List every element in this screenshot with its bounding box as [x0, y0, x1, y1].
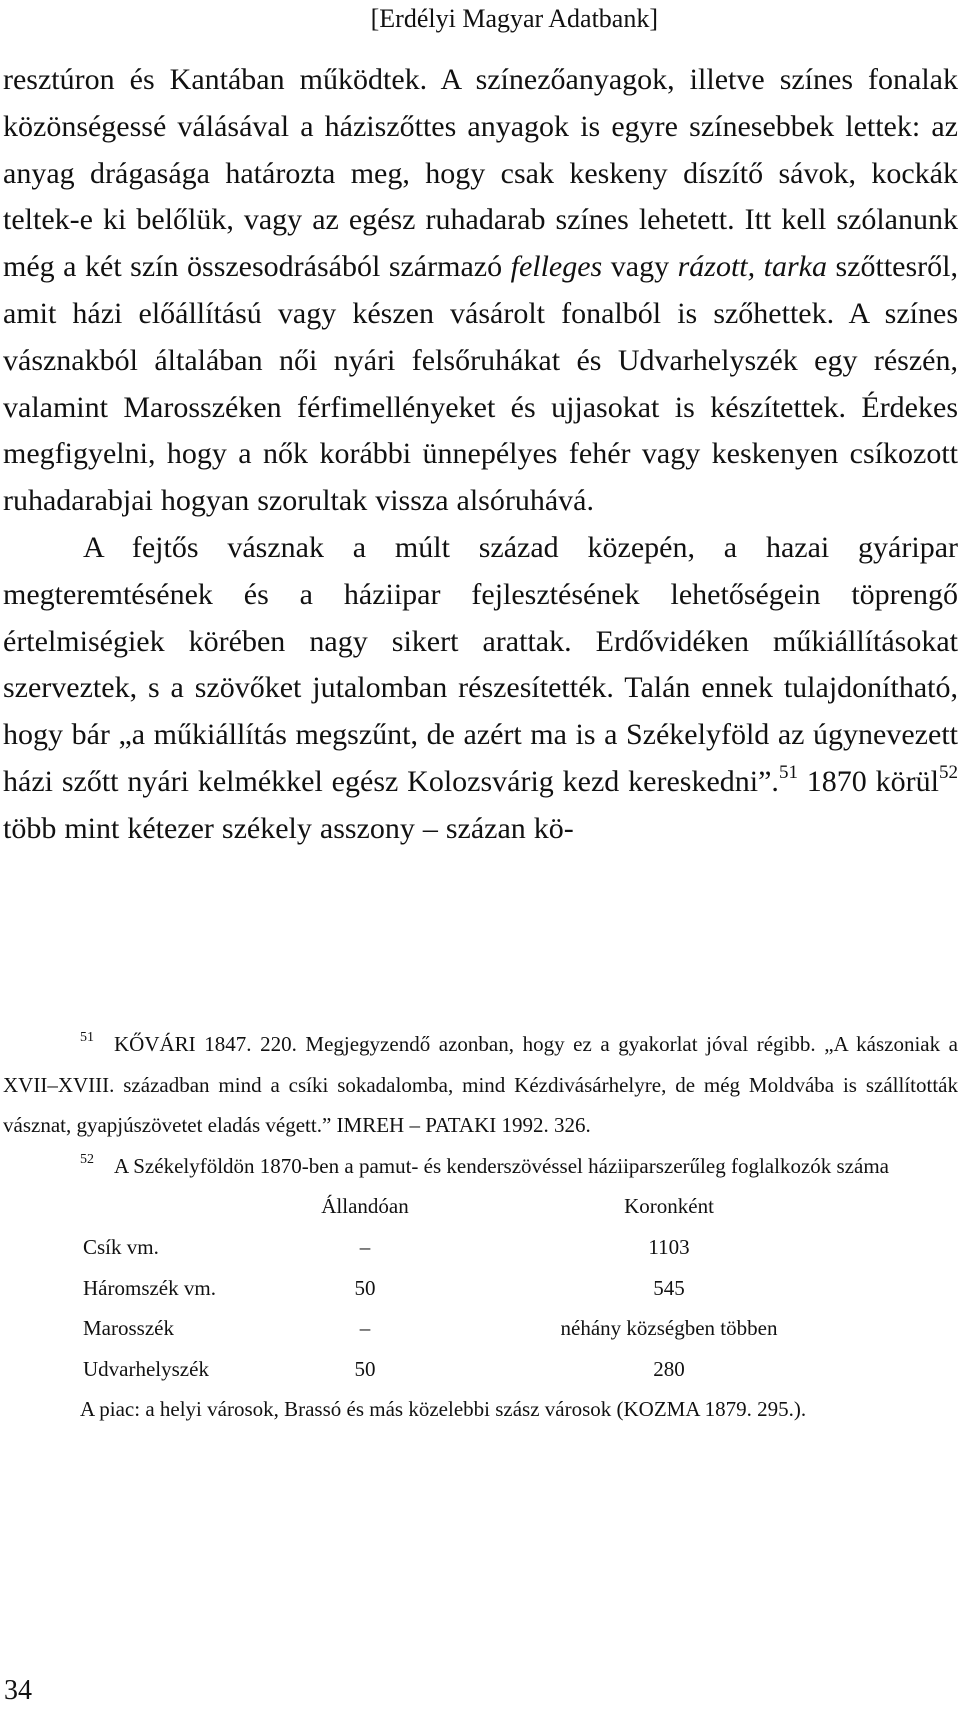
- footnote-text: KŐVÁRI 1847. 220. Megjegyzendő azonban, hogy ez a gyakorlat jóval régibb. „A kászoniak a XVII–XVIII. században mind a csíki sokadalomba, mind Kézdivásárhelyre, de még Moldvába is szállították vásznat, gyapjúszövetet eladás végett.” IMREH – PATAKI 1992. 326.: [3, 1032, 958, 1138]
- text-run: vagy: [602, 250, 678, 284]
- footnote-number: 52: [80, 1151, 94, 1167]
- text-run: 1870 körül: [797, 764, 939, 798]
- footnotes: [3, 1024, 958, 1430]
- table-row: [3, 1349, 958, 1390]
- table-header-row: [3, 1186, 958, 1227]
- table-cell: Udvarhelyszék: [83, 1356, 209, 1381]
- table-cell: néhány községben többen: [560, 1316, 778, 1341]
- table-row: [3, 1308, 958, 1349]
- source-header: [Erdélyi Magyar Adatbank]: [370, 4, 658, 33]
- paragraph-1: [3, 57, 958, 525]
- footnote-number: 51: [80, 1030, 94, 1045]
- footnote-51: [3, 1024, 958, 1146]
- table-cell: Csík vm.: [83, 1234, 159, 1259]
- table-cell: Marosszék: [83, 1316, 174, 1341]
- footnote-text: A Székelyföldön 1870-ben a pamut- és kenderszövéssel háziiparszerűleg foglalkozók száma: [114, 1153, 889, 1178]
- table-cell: 1103: [648, 1234, 690, 1259]
- text-run: szőttesről, amit házi előállítású vagy készen vásárolt fonalból is szőhettek. A színes vásznakból általában női nyári felsőruhákat és Udvarhelyszék egy részén, valamint Marosszéken férfimellényeket és ujjasokat is készítettek. Érdekes megfigyelni, hogy a nők korábbi ünnepélyes fehér vagy keskenyen csíkozott ruhadarabjai hogyan szorultak vissza alsóruhává.: [3, 250, 958, 518]
- table-cell: –: [359, 1234, 371, 1259]
- table-row: [3, 1268, 958, 1309]
- table-row: [3, 1227, 958, 1268]
- table-cell: 545: [653, 1275, 685, 1300]
- footnote-ref-51: 51: [778, 761, 798, 783]
- table-cell: 50: [354, 1356, 376, 1381]
- page-number: 34: [4, 1675, 32, 1706]
- statistics-table: [3, 1186, 958, 1389]
- footnote-52-continuation: A piac: a helyi városok, Brassó és más közelebbi szász városok (KOZMA 1879. 295.).: [80, 1397, 807, 1422]
- text-run: A fejtős vásznak a múlt század közepén, a hazai gyáripar megteremtésének és a háziipar fejlesztésének lehetőségein töprengő értelmiségiek körében nagy sikert arattak. Erdővidéken műkiállításokat szerveztek, s a szövőket jutalomban részesítették. Talán ennek tulajdonítható, hogy bár „a műkiállítás megszűnt, de azért ma is a Székelyföld az úgynevezett házi szőtt nyári kelmékkel egész Kolozsvárig kezd kereskedni”.: [3, 530, 958, 798]
- table-cell: Háromszék vm.: [83, 1275, 216, 1300]
- footnote-ref-52: 52: [939, 761, 958, 783]
- italic-term: felleges: [510, 250, 603, 284]
- text-run: resztúron és Kantában működtek. A színezőanyagok, illetve színes fonalak közönségessé válásával a háziszőttes anyagok is egyre színesebbek lettek: az anyag drágasága határozta meg, hogy csak keskeny díszítő sávok, kockák teltek-e ki belőlük, vagy az egész ruhadarab színes lehetett. Itt kell szólanunk még a két szín összesodrásából származó: [3, 63, 958, 284]
- paragraph-2: [3, 525, 958, 853]
- text-run: több mint kétezer székely asszony – százan kö-: [3, 811, 574, 845]
- column-header: Állandóan: [321, 1194, 409, 1219]
- main-text: [3, 57, 958, 853]
- table-cell: 280: [653, 1356, 685, 1381]
- italic-term: rázott, tarka: [677, 250, 827, 284]
- table-cell: –: [359, 1316, 371, 1341]
- table-cell: 50: [354, 1275, 376, 1300]
- footnote-52: [3, 1146, 958, 1187]
- column-header: Koronként: [624, 1194, 714, 1219]
